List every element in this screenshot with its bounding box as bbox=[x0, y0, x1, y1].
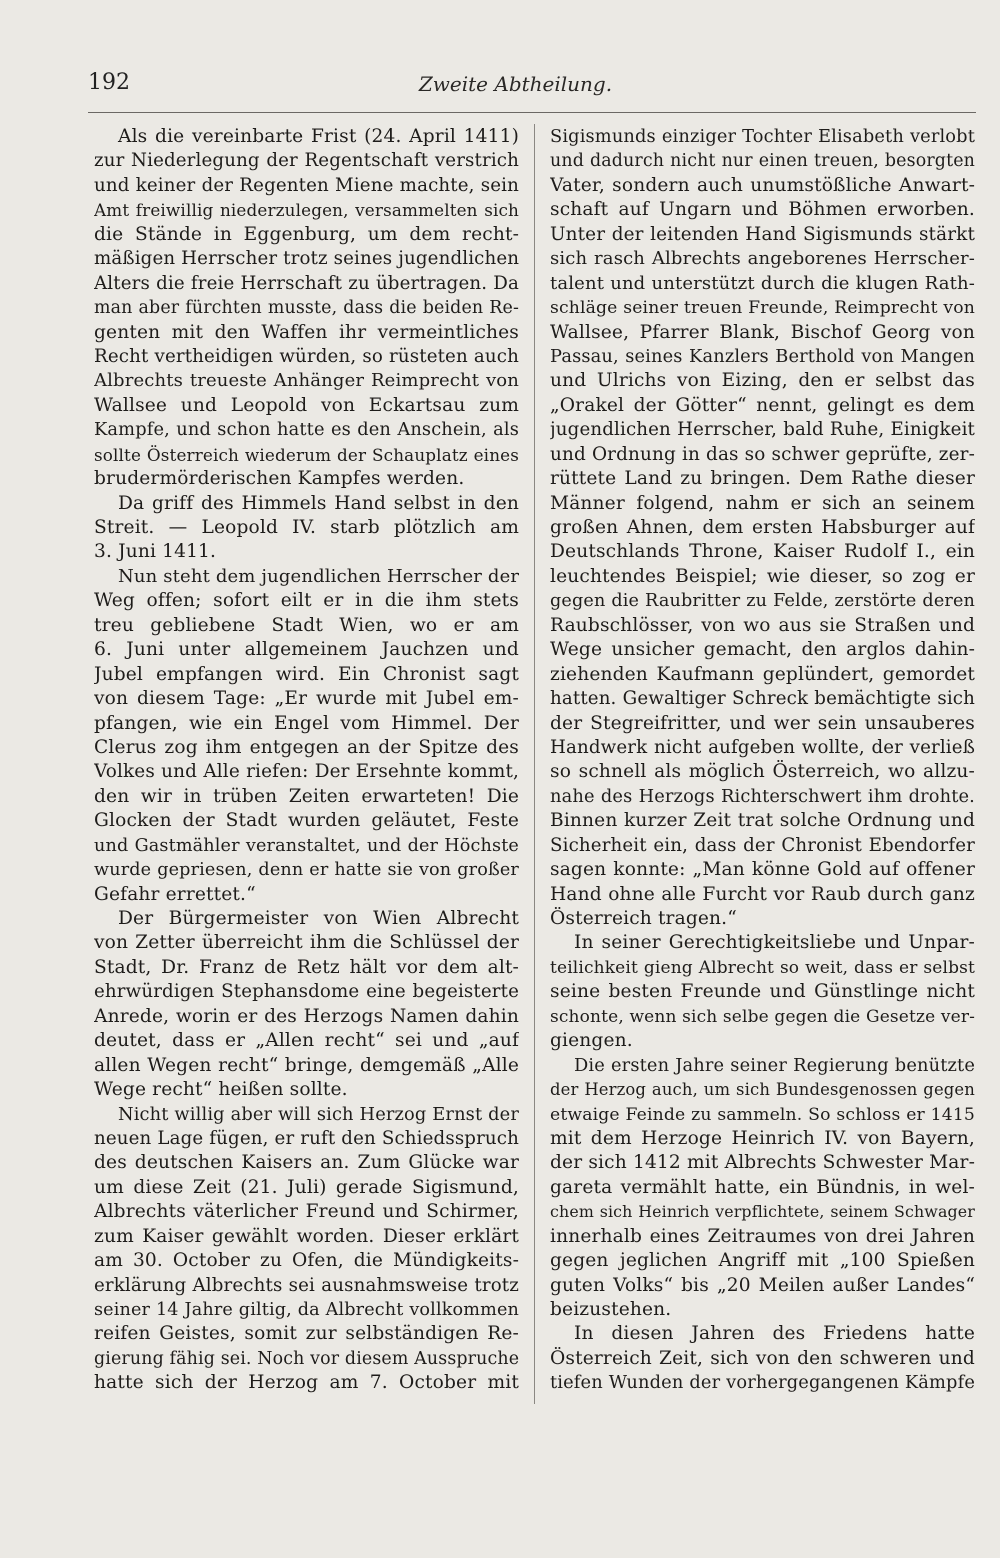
text-line: sagen konnte: „Man könne Gold auf offener bbox=[550, 859, 975, 881]
text-line: zum Kaiser gewählt worden. Dieser erklärt bbox=[94, 1225, 519, 1247]
text-line: erklärung Albrechts sei ausnahmsweise trotz bbox=[94, 1274, 519, 1296]
text-line: Hand ohne alle Furcht vor Raub durch ganz bbox=[550, 883, 975, 905]
text-line: gegen jeglichen Angriff mit „100 Spießen bbox=[550, 1250, 975, 1272]
text-line: und keiner der Regenten Miene machte, sein bbox=[94, 174, 519, 196]
text-line: von Zetter überreicht ihm die Schlüssel der bbox=[94, 932, 519, 954]
text-line: von diesem Tage: „Er wurde mit Jubel em- bbox=[94, 688, 519, 710]
text-line: sollte Österreich wiederum der Schauplatz eines bbox=[94, 444, 519, 465]
text-line: Österreich tragen.“ bbox=[550, 908, 737, 929]
text-line: gareta vermählt hatte, ein Bündnis, in wel- bbox=[550, 1176, 975, 1198]
text-line: und Ordnung in das so schwer geprüfte, zer- bbox=[550, 443, 975, 465]
text-line: den wir in trüben Zeiten erwarteten! Die bbox=[94, 785, 519, 807]
text-line: Deutschlands Throne, Kaiser Rudolf I., ein bbox=[550, 541, 975, 563]
text-line: chem sich Heinrich verpflichtete, seinem Schwager bbox=[550, 1202, 975, 1222]
text-line: Albrechts treueste Anhänger Reimprecht von bbox=[94, 370, 519, 392]
text-line: Männer folgend, nahm er sich an seinem bbox=[550, 492, 975, 514]
text-line: Kampfe, und schon hatte es den Anschein, als bbox=[94, 419, 519, 441]
text-line: Sicherheit ein, dass der Chronist Ebendorfer bbox=[550, 834, 975, 856]
text-line: mäßigen Herrscher trotz seines jugendlichen bbox=[94, 248, 519, 270]
text-line: Der Bürgermeister von Wien Albrecht bbox=[118, 908, 519, 929]
text-line: Unter der leitenden Hand Sigismunds stärkt bbox=[550, 223, 975, 245]
text-line: 3. Juni 1411. bbox=[94, 541, 217, 563]
text-line: Volkes und Alle riefen: Der Ersehnte kommt, bbox=[94, 761, 519, 783]
text-line: beizustehen. bbox=[550, 1299, 672, 1320]
left-text-column bbox=[94, 125, 519, 1396]
text-line: und dadurch nicht nur einen treuen, besorgten bbox=[550, 151, 975, 172]
text-line: die Stände in Eggenburg, um dem recht- bbox=[94, 223, 519, 245]
text-line: Jubel empfangen wird. Ein Chronist sagt bbox=[94, 663, 519, 685]
text-line: Sigismunds einziger Tochter Elisabeth verlobt bbox=[550, 126, 975, 147]
text-line: schonte, wenn sich selbe gegen die Gesetze ver- bbox=[550, 1006, 975, 1027]
text-line: brudermörderischen Kampfes werden. bbox=[94, 468, 465, 490]
text-line: innerhalb eines Zeitraumes von drei Jahren bbox=[550, 1225, 975, 1247]
text-line: großen Ahnen, dem ersten Habsburger auf bbox=[550, 517, 975, 538]
text-line: und Gastmähler veranstaltet, und der Höchste bbox=[94, 835, 519, 856]
text-line: Wallsee, Pfarrer Blank, Bischof Georg von bbox=[550, 321, 975, 343]
text-line: Vater, sondern auch unumstößliche Anwart- bbox=[550, 174, 975, 196]
text-line: Albrechts väterlicher Freund und Schirmer, bbox=[94, 1201, 519, 1223]
text-line: treu gebliebene Stadt Wien, wo er am bbox=[94, 614, 519, 636]
text-line: Weg offen; sofort eilt er in die ihm stets bbox=[94, 590, 519, 612]
text-line: Recht vertheidigen würden, so rüsteten auch bbox=[94, 345, 519, 367]
text-line: etwaige Feinde zu sammeln. So schloss er 1415 bbox=[550, 1104, 975, 1125]
text-line: Streit. — Leopold IV. starb plötzlich am bbox=[94, 517, 519, 538]
text-line: 6. Juni unter allgemeinem Jauchzen und bbox=[94, 639, 519, 661]
text-line: zur Niederlegung der Regentschaft verstrich bbox=[94, 150, 519, 172]
text-line: Nun steht dem jugendlichen Herrscher der bbox=[118, 565, 519, 587]
text-line: Alters die freie Herrschaft zu übertragen. Da bbox=[94, 272, 519, 294]
text-line: am 30. October zu Ofen, die Mündigkeits- bbox=[94, 1250, 519, 1272]
text-line: gegen die Raubritter zu Felde, zerstörte deren bbox=[550, 591, 975, 612]
text-line: leuchtendes Beispiel; wie dieser, so zog er bbox=[550, 565, 975, 587]
text-line: Amt freiwillig niederzulegen, versammelten sich bbox=[94, 200, 519, 221]
text-line: tiefen Wunden der vorhergegangenen Kämpfe bbox=[550, 1372, 975, 1394]
text-line: Nicht willig aber will sich Herzog Ernst der bbox=[118, 1103, 519, 1125]
text-line: Binnen kurzer Zeit trat solche Ordnung und bbox=[550, 810, 975, 832]
text-line: der sich 1412 mit Albrechts Schwester Mar- bbox=[550, 1152, 975, 1174]
text-line: In seiner Gerechtigkeitsliebe und Unpar- bbox=[574, 932, 975, 954]
text-line: hatten. Gewaltiger Schreck bemächtigte sich bbox=[550, 688, 975, 710]
text-line: Anrede, worin er des Herzogs Namen dahin bbox=[94, 1005, 519, 1027]
text-line: Stadt, Dr. Franz de Retz hält vor dem alt- bbox=[94, 956, 519, 978]
text-line: ziehenden Kaufmann geplündert, gemordet bbox=[550, 663, 975, 685]
text-line: genten mit den Waffen ihr vermeintliches bbox=[94, 321, 519, 343]
text-line: Handwerk nicht aufgeben wollte, der verließ bbox=[550, 736, 975, 758]
text-line: der Herzog auch, um sich Bundesgenossen gegen bbox=[550, 1080, 975, 1100]
text-line: sich rasch Albrechts angeborenes Herrscher- bbox=[550, 248, 975, 270]
text-line: pfangen, wie ein Engel vom Himmel. Der bbox=[94, 712, 519, 734]
text-line: rüttete Land zu bringen. Dem Rathe dieser bbox=[550, 468, 975, 490]
page-header bbox=[88, 70, 923, 104]
text-line: Wallsee und Leopold von Eckartsau zum bbox=[94, 394, 519, 416]
text-line: teilichkeit gieng Albrecht so weit, dass er selbst bbox=[550, 957, 975, 978]
text-line: allen Wegen recht“ bringe, demgemäß „Alle bbox=[94, 1054, 519, 1076]
text-line: Glocken der Stadt wurden geläutet, Feste bbox=[94, 810, 519, 832]
text-line: talent und unterstützt durch die klugen Rath- bbox=[550, 272, 975, 294]
page-number: 192 bbox=[88, 70, 130, 95]
text-line: nahe des Herzogs Richterschwert ihm drohte. bbox=[550, 785, 975, 807]
text-line: Da griff des Himmels Hand selbst in den bbox=[118, 492, 519, 514]
column-divider bbox=[534, 124, 535, 1404]
text-line: In diesen Jahren des Friedens hatte bbox=[574, 1323, 975, 1345]
text-line: Passau, seines Kanzlers Berthold von Mangen bbox=[550, 345, 975, 367]
text-line: hatte sich der Herzog am 7. October mit bbox=[94, 1372, 519, 1394]
text-line: um diese Zeit (21. Juli) gerade Sigismund, bbox=[94, 1176, 519, 1198]
text-line: „Orakel der Götter“ nennt, gelingt es dem bbox=[550, 394, 975, 416]
text-line: mit dem Herzoge Heinrich IV. von Bayern, bbox=[550, 1127, 975, 1149]
text-line: Wege recht“ heißen sollte. bbox=[94, 1079, 348, 1101]
text-line: Als die vereinbarte Frist (24. April 1411) bbox=[118, 126, 519, 147]
text-line: und Ulrichs von Eizing, den er selbst das bbox=[550, 370, 975, 392]
text-line: seiner 14 Jahre giltig, da Albrecht vollkommen bbox=[94, 1300, 519, 1320]
text-line: jugendlichen Herrscher, bald Ruhe, Einigkeit bbox=[550, 419, 975, 441]
text-line: neuen Lage fügen, er ruft den Schiedsspruch bbox=[94, 1127, 519, 1149]
text-line: reifen Geistes, somit zur selbständigen Re- bbox=[94, 1323, 519, 1345]
text-line: so schnell als möglich Österreich, wo allzu- bbox=[550, 761, 975, 783]
text-line: wurde gepriesen, denn er hatte sie von großer bbox=[94, 860, 519, 881]
text-line: Die ersten Jahre seiner Regierung benützte bbox=[574, 1054, 975, 1076]
text-line: gierung fähig sei. Noch vor diesem Ausspruche bbox=[94, 1348, 519, 1369]
text-line: giengen. bbox=[550, 1030, 633, 1052]
header-rule bbox=[88, 112, 976, 113]
text-line: schläge seiner treuen Freunde, Reimprecht von bbox=[550, 298, 975, 319]
text-line: Wege unsicher gemacht, den arglos dahin- bbox=[550, 639, 975, 661]
text-line: man aber fürchten musste, dass die beiden Re- bbox=[94, 298, 519, 319]
text-line: schaft auf Ungarn und Böhmen erworben. bbox=[550, 199, 975, 221]
text-line: Gefahr errettet.“ bbox=[94, 883, 256, 905]
running-head: Zweite Abtheilung. bbox=[418, 72, 613, 96]
text-line: ehrwürdigen Stephansdome eine begeisterte bbox=[94, 981, 519, 1003]
text-line: deutet, dass er „Allen recht“ sei und „auf bbox=[94, 1030, 519, 1052]
text-line: guten Volks“ bis „20 Meilen außer Landes“ bbox=[550, 1274, 975, 1296]
text-line: der Stegreifritter, und wer sein unsauberes bbox=[550, 712, 975, 734]
right-text-column bbox=[550, 125, 975, 1396]
text-line: Clerus zog ihm entgegen an der Spitze des bbox=[94, 736, 519, 758]
text-line: Österreich Zeit, sich von den schweren und bbox=[550, 1347, 975, 1369]
text-line: des deutschen Kaisers an. Zum Glücke war bbox=[94, 1152, 519, 1174]
text-line: Raubschlösser, von wo aus sie Straßen und bbox=[550, 614, 975, 636]
text-line: seine besten Freunde und Günstlinge nicht bbox=[550, 981, 975, 1003]
